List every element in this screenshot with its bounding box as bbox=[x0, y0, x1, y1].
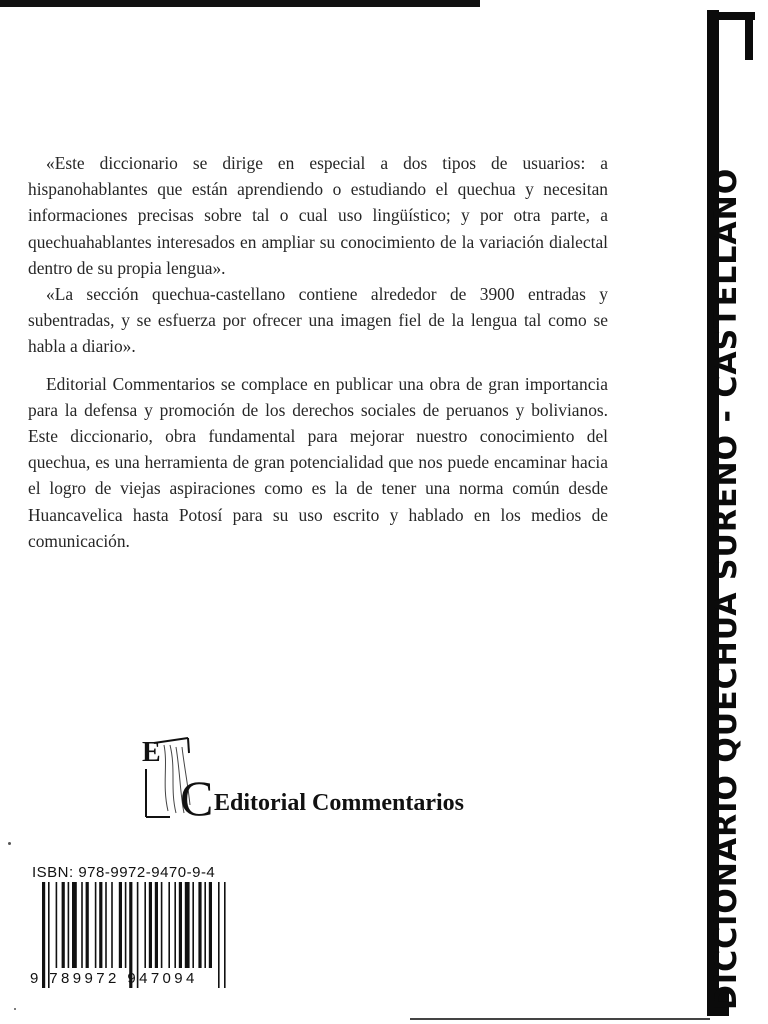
quote-paragraph-1: «Este diccionario se dirige en especial a dos tipos de usuarios: a hispanohablantes que están aprendiendo o estudiando el quechua y necesitan informaciones precisas sobre tal o cual uso lingüístico; y por otra parte, a quechuahablantes interesados en ampliar su conocimiento de la variación dialectal dentro de su propia lengua». bbox=[28, 153, 608, 278]
barcode-bar bbox=[81, 882, 83, 968]
barcode-bar bbox=[179, 882, 182, 968]
barcode-bar bbox=[119, 882, 122, 968]
logo-letter-e: E bbox=[142, 737, 161, 768]
print-speck bbox=[14, 1008, 16, 1010]
spine-title: DICCIONARIO QUECHUA SUREÑO - CASTELLANO bbox=[709, 167, 744, 1010]
logo-letter-c: C bbox=[180, 770, 214, 826]
barcode-bar bbox=[62, 882, 65, 968]
publisher-logo bbox=[140, 735, 214, 826]
print-speck bbox=[8, 842, 11, 845]
publisher-paragraph: Editorial Commentarios se complace en publicar una obra de gran importancia para la defensa y promoción de los derechos sociales de peruanos y bolivianos. Este diccionario, obra fundamental para mejorar nuestro conocimiento del quechua, es una herramienta de gran potencialidad que nos puede encaminar hacia el logro de viejas aspiraciones como es la de tener una norma común desde Huancavelica hasta Potosí para su uso escrito y hablado en los medios de comunicación. bbox=[28, 373, 608, 551]
isbn-label: ISBN: 978-9972-9470-9-4 bbox=[32, 864, 216, 881]
barcode-bar bbox=[86, 882, 89, 968]
bottom-edge-rule bbox=[410, 1018, 710, 1020]
barcode-bar bbox=[144, 882, 146, 968]
barcode-bar bbox=[204, 882, 206, 968]
barcode-bar bbox=[174, 882, 176, 968]
barcode-bar bbox=[99, 882, 102, 968]
barcode-bar bbox=[198, 882, 201, 968]
barcode-bar bbox=[185, 882, 190, 968]
barcode-bar bbox=[125, 882, 127, 968]
quote-paragraph-2: «La sección quechua-castellano contiene alrededor de 3900 entradas y subentradas, y se esfuerza por ofrecer una imagen fiel de la lengua tal como se habla a diario». bbox=[28, 284, 608, 357]
barcode-bar bbox=[111, 882, 113, 968]
barcode-digits: 9 789972 947094 bbox=[30, 970, 198, 987]
back-cover-text bbox=[28, 150, 608, 554]
barcode-bar bbox=[95, 882, 97, 968]
barcode-bar bbox=[72, 882, 77, 968]
barcode-bar bbox=[209, 882, 212, 968]
barcode-bar bbox=[56, 882, 58, 968]
barcode-bar bbox=[168, 882, 170, 968]
barcode-bar bbox=[192, 882, 194, 968]
publisher-name: Editorial Commentarios bbox=[214, 790, 464, 816]
barcode-bar bbox=[161, 882, 163, 968]
barcode-bar bbox=[218, 882, 220, 988]
barcode-bar bbox=[68, 882, 70, 968]
barcode-bar bbox=[155, 882, 158, 968]
barcode-bar bbox=[224, 882, 226, 988]
top-edge-rule bbox=[0, 0, 480, 7]
barcode-bar bbox=[149, 882, 152, 968]
barcode-bar bbox=[105, 882, 107, 968]
